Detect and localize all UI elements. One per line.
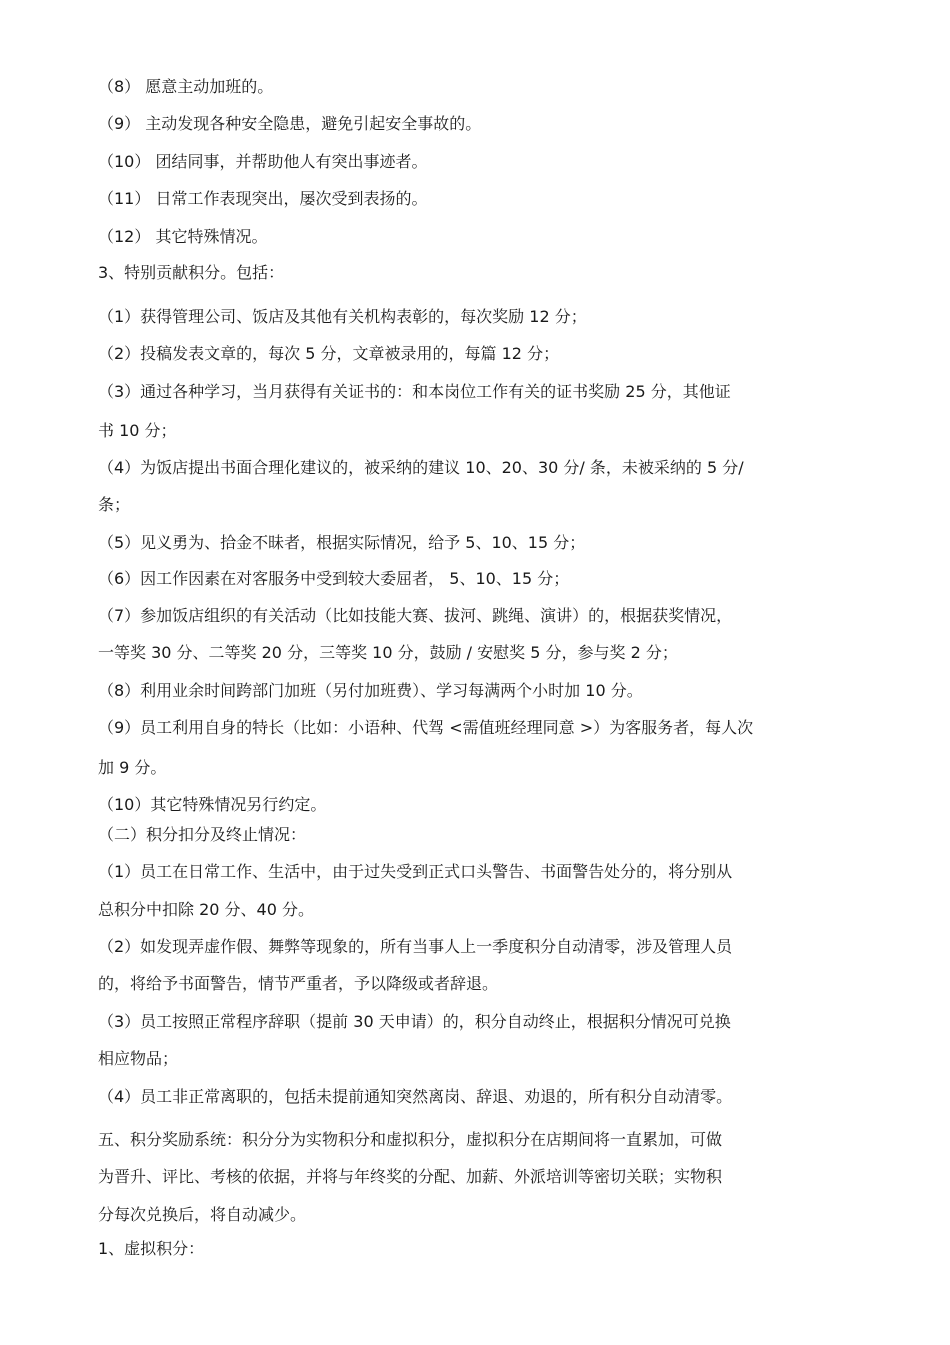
text-line: 相应物品； [98, 1049, 179, 1068]
text-line: （7）参加饭店组织的有关活动（比如技能大赛、拔河、跳绳、演讲）的，根据获奖情况， [98, 606, 733, 625]
text-line: 的，将给予书面警告，情节严重者，予以降级或者辞退。 [98, 974, 499, 993]
text-line: （1）员工在日常工作、生活中，由于过失受到正式口头警告、书面警告处分的，将分别从 [98, 862, 733, 881]
text-line: 加 9 分。 [98, 758, 167, 777]
section-heading: （二）积分扣分及终止情况： [98, 825, 307, 844]
text-line: （6）因工作因素在对客服务中受到较大委屈者， 5、10、15 分； [98, 569, 570, 588]
text-line: 分每次兑换后，将自动减少。 [98, 1205, 307, 1224]
text-line: （10） 团结同事，并帮助他人有突出事迹者。 [98, 152, 428, 171]
text-line: （8） 愿意主动加班的。 [98, 77, 274, 96]
text-line: （3）员工按照正常程序辞职（提前 30 天申请）的，积分自动终止，根据积分情况可兑换 [98, 1012, 731, 1031]
text-line: （10）其它特殊情况另行约定。 [98, 795, 327, 814]
text-line: 总积分中扣除 20 分、40 分。 [98, 900, 314, 919]
section-heading: 五、积分奖励系统：积分分为实物积分和虚拟积分，虚拟积分在店期间将一直累加，可做 [98, 1130, 723, 1149]
text-line: （12） 其它特殊情况。 [98, 227, 268, 246]
text-line: （4）为饭店提出书面合理化建议的，被采纳的建议 10、20、30 分/ 条，未被采纳的 5 分/ [98, 458, 744, 477]
text-line: （11） 日常工作表现突出，屡次受到表扬的。 [98, 189, 428, 208]
text-line: 为晋升、评比、考核的依据，并将与年终奖的分配、加薪、外派培训等密切关联；实物积 [98, 1167, 723, 1186]
text-line: （2）如发现弄虚作假、舞弊等现象的，所有当事人上一季度积分自动清零，涉及管理人员 [98, 937, 733, 956]
text-line: （8）利用业余时间跨部门加班（另付加班费）、学习每满两个小时加 10 分。 [98, 681, 643, 700]
text-line: （9）员工利用自身的特长（比如：小语种、代驾 <需值班经理同意 >）为客服务者，每人次 [98, 718, 754, 737]
text-line: 书 10 分； [98, 421, 177, 440]
text-line: （9） 主动发现各种安全隐患，避免引起安全事故的。 [98, 114, 482, 133]
text-line: （2）投稿发表文章的，每次 5 分，文章被录用的，每篇 12 分； [98, 344, 560, 363]
text-line: 一等奖 30 分、二等奖 20 分，三等奖 10 分，鼓励 / 安慰奖 5 分，参与奖 2 分； [98, 643, 678, 662]
text-line: （1）获得管理公司、饭店及其他有关机构表彰的，每次奖励 12 分； [98, 307, 587, 326]
text-line: （5）见义勇为、拾金不昧者，根据实际情况，给予 5、10、15 分； [98, 533, 586, 552]
text-line: 条； [98, 495, 131, 514]
text-line: （4）员工非正常离职的，包括未提前通知突然离岗、辞退、劝退的，所有积分自动清零。 [98, 1087, 733, 1106]
section-heading: 3、特别贡献积分。包括： [98, 263, 285, 282]
section-heading: 1、虚拟积分： [98, 1239, 205, 1258]
text-line: （3）通过各种学习，当月获得有关证书的：和本岗位工作有关的证书奖励 25 分，其他证 [98, 382, 731, 401]
